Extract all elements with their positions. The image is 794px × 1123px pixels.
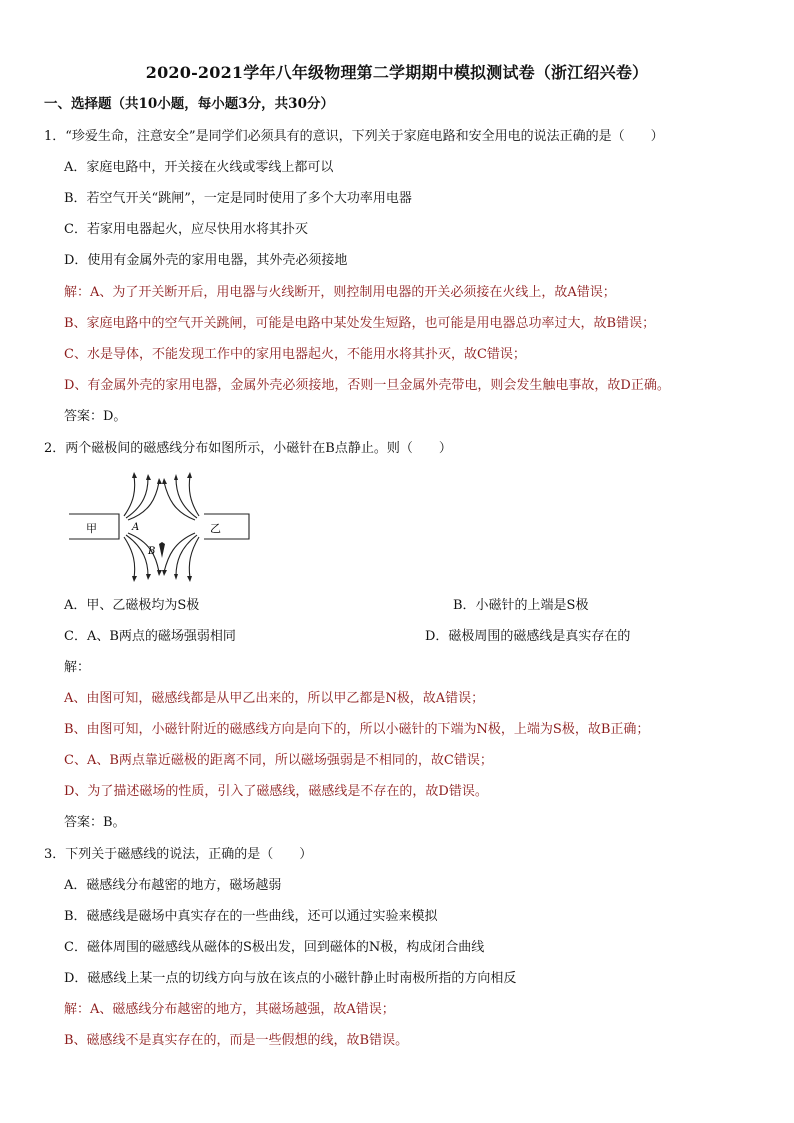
q1-solution-line: 解：A、为了开关断开后，用电器与火线断开，则控制用电器的开关必须接在火线上，故A错误；: [64, 285, 616, 300]
q3-option-a: A．磁感线分布越密的地方，磁场越弱: [64, 878, 282, 893]
point-b-label: B: [148, 546, 156, 557]
q1-answer: 答案：D。: [64, 409, 127, 424]
q3-option-c: C．磁体周围的磁感线从磁体的S极出发，回到磁体的N极，构成闭合曲线: [64, 940, 485, 955]
magnet-right-label: 乙: [210, 522, 221, 535]
magnet-left-label: 甲: [86, 522, 97, 535]
point-a-label: A: [132, 522, 140, 533]
q1-stem: 1．“珍爱生命，注意安全”是同学们必须具有的意识，下列关于家庭电路和安全用电的说法正确的是（ ）: [44, 129, 664, 144]
q3-solution-line: 解：A、磁感线分布越密的地方，其磁场越强，故A错误；: [64, 1002, 395, 1017]
q1-solution-line: B、家庭电路中的空气开关跳闸，可能是电路中某处发生短路，也可能是用电器总功率过大，故B错误；: [64, 316, 656, 331]
magnetic-field-diagram: [64, 472, 354, 582]
q1-option-b: B．若空气开关“跳闸”，一定是同时使用了多个大功率用电器: [64, 191, 412, 206]
q2-stem: 2．两个磁极间的磁感线分布如图所示，小磁针在B点静止。则（ ）: [44, 441, 452, 456]
q2-solution-line: B、由图可知，小磁针附近的磁感线方向是向下的，所以小磁针的下端为N极，上端为S极，故B正确；: [64, 722, 650, 737]
q2-solution-head: 解：: [64, 660, 91, 675]
page-title: 2020-2021学年八年级物理第二学期期中模拟测试卷（浙江绍兴卷）: [145, 63, 649, 82]
q2-option-d: D．磁极周围的磁感线是真实存在的: [425, 629, 631, 644]
q1-option-d: D．使用有金属外壳的家用电器，其外壳必须接地: [64, 253, 348, 268]
compass-needle: [159, 542, 165, 558]
q1-solution-line: C、水是导体，不能发现工作中的家用电器起火，不能用水将其扑灭，故C错误；: [64, 347, 526, 362]
q2-option-b: B．小磁针的上端是S极: [453, 598, 589, 613]
q3-solution-line: B、磁感线不是真实存在的，而是一些假想的线，故B错误。: [64, 1033, 409, 1048]
q1-option-c: C．若家用电器起火，应尽快用水将其扑灭: [64, 222, 308, 237]
q2-solution-line: D、为了描述磁场的性质，引入了磁感线，磁感线是不存在的，故D错误。: [64, 784, 488, 799]
q2-solution-line: C、A、B两点靠近磁极的距离不同，所以磁场强弱是不相同的，故C错误；: [64, 753, 493, 768]
q3-option-b: B．磁感线是磁场中真实存在的一些曲线，还可以通过实验来模拟: [64, 909, 438, 924]
section-heading: 一、选择题（共10小题，每小题3分，共30分）: [44, 96, 334, 112]
q2-option-c: C．A、B两点的磁场强弱相同: [64, 629, 236, 644]
q2-option-a: A．甲、乙磁极均为S极: [64, 598, 200, 613]
q2-answer: 答案：B。: [64, 815, 126, 830]
q3-option-d: D．磁感线上某一点的切线方向与放在该点的小磁针静止时南极所指的方向相反: [64, 971, 517, 986]
q2-solution-line: A、由图可知，磁感线都是从甲乙出来的，所以甲乙都是N极，故A错误；: [64, 691, 485, 706]
q1-solution-line: D、有金属外壳的家用电器，金属外壳必须接地，否则一旦金属外壳带电，则会发生触电事故，故D正确。: [64, 378, 670, 393]
q3-stem: 3．下列关于磁感线的说法，正确的是（ ）: [44, 847, 313, 862]
q1-option-a: A．家庭电路中，开关接在火线或零线上都可以: [64, 160, 334, 175]
